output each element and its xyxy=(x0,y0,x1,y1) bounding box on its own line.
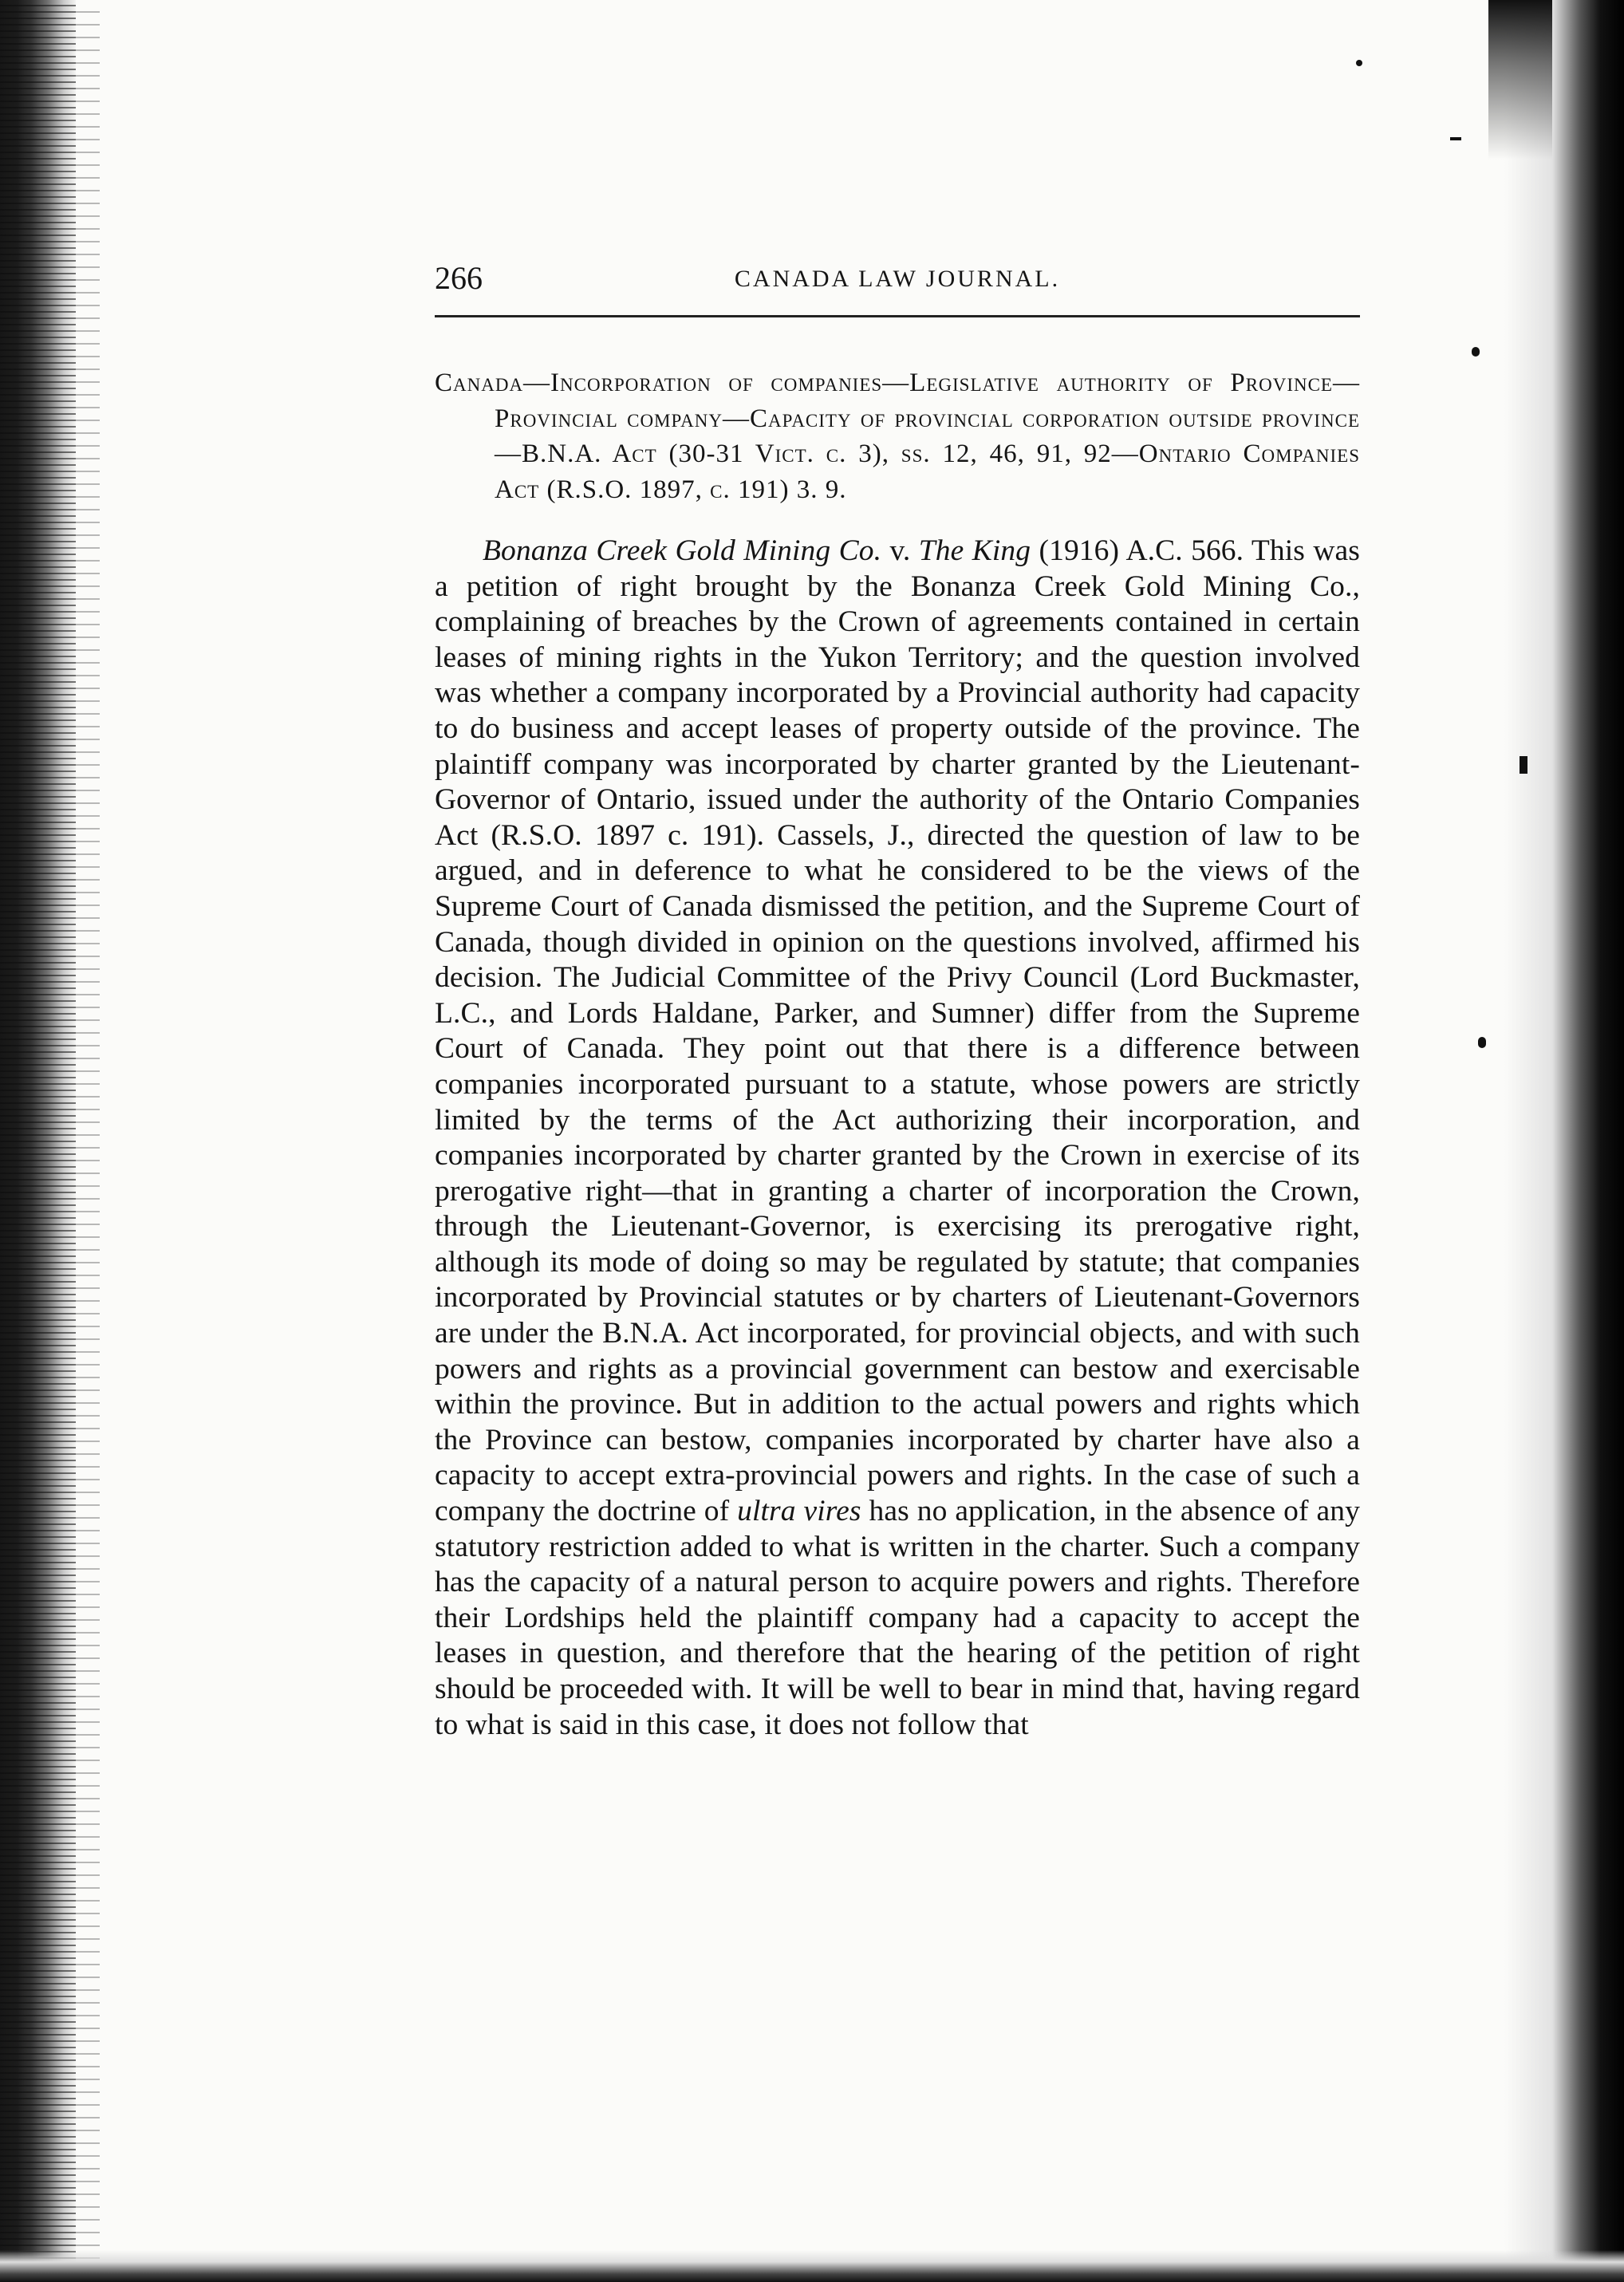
case-name: Bonanza Creek Gold Mining Co. xyxy=(483,534,882,567)
paragraph-text-part-2: has no application, in the absence of any statutory restriction added to what is written in the charter. Such a company has the capacity of a natural person to acquire powers and rights. Therefore their Lordships held the plaintiff company had a capacity to accept the leases in question, and therefore that the hearing of the petition of right should be proceeded with. It will be well to bear in mind that, having regard to what is said in this case, it does not follow that xyxy=(435,1495,1360,1741)
case-summary-paragraph xyxy=(435,534,1360,1743)
running-head xyxy=(435,259,1360,317)
scan-speck xyxy=(1450,137,1461,140)
scan-speck xyxy=(1520,756,1527,774)
page-number: 266 xyxy=(435,260,483,296)
scan-speck xyxy=(1472,347,1480,357)
scan-speck xyxy=(1356,60,1362,66)
page-bottom-edge-shadow xyxy=(0,2250,1624,2282)
book-binding-shadow xyxy=(0,0,76,2282)
paragraph-text-part-1: (1916) A.C. 566. This was a petition of right brought by the Bonanza Creek Gold Mining Co., complaining of breaches by the Crown of agreements contained in certain leases of mining rights in the Yukon Territory; and the question involved was whether a company incorporated by a Provincial authority had capacity to do business and accept leases of property outside of the province. The plaintiff company was incorporated by charter granted by the Lieutenant-Governor of Ontario, issued under the authority of the Ontario Companies Act (R.S.O. 1897 c. 191). Cassels, J., directed the question of law to be argued, and in deference to what he considered to be the views of the Supreme Court of Canada dismissed the petition, and the Supreme Court of Canada, though divided in opinion on the questions involved, affirmed his decision. The Judicial Committee of the Privy Council (Lord Buckmaster, L.C., and Lords Haldane, Parker, and Sumner) differ from the Supreme Court of Canada. They point out that there is a difference between companies incorporated pursuant to a statute, whose powers are strictly limited by the terms of the Act authorizing their incorporation, and companies incorporated by charter granted by the Crown in exercise of its prerogative right—that in granting a charter of incorporation the Crown, through the Lieutenant-Governor, is exercising its prerogative right, although its mode of doing so may be regulated by statute; that companies incorporated by Provincial statutes or by charters of Lieutenant-Governors are under the B.N.A. Act incorporated, for provincial objects, and with such powers and rights as a provincial government can bestow and exercisable within the province. But in addition to the actual powers and rights which the Province can bestow, companies incorporated by charter have also a capacity to accept extra-provincial powers and rights. In the case of such a company the doctrine of xyxy=(435,534,1360,1528)
case-headnote: Canada—Incorporation of companies—Legislative authority of Province—Provincial company—Capacity of provincial corporation outside province—B.N.A. Act (30-31 Vict. c. 3), ss. 12, 46, 91, 92—Ontario Companies Act (R.S.O. 1897, c. 191) 3. 9. xyxy=(435,369,1360,504)
versus-text: v. xyxy=(881,534,919,567)
scan-speck xyxy=(1478,1037,1486,1048)
ultra-vires-term: ultra vires xyxy=(737,1495,861,1528)
respondent-name: The King xyxy=(918,534,1031,567)
page-content xyxy=(435,259,1360,1773)
page-right-edge-shadow xyxy=(1504,0,1624,2282)
binding-edge-texture xyxy=(76,0,100,2282)
journal-title: CANADA LAW JOURNAL. xyxy=(734,266,1061,292)
page-corner-shadow xyxy=(1488,0,1552,160)
